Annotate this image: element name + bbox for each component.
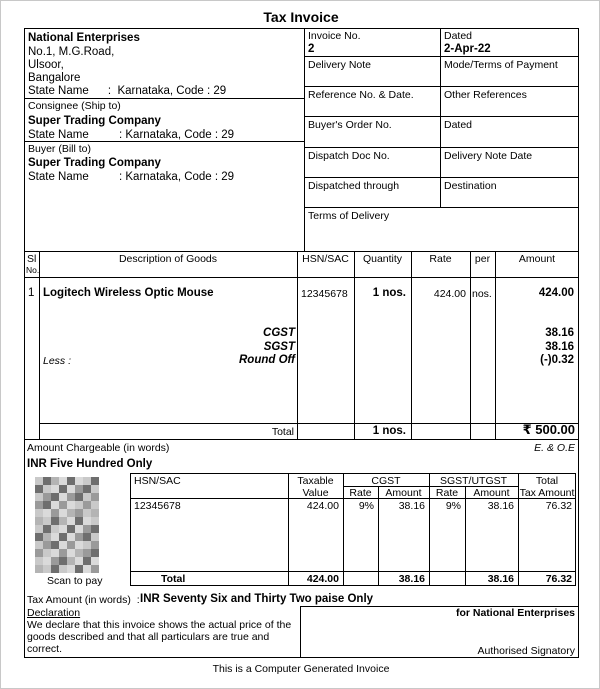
divider xyxy=(304,28,305,251)
divider xyxy=(304,207,579,208)
qr-module xyxy=(51,493,59,501)
qr-module xyxy=(67,549,75,557)
tax-total-label: Total xyxy=(161,573,186,585)
declaration-line: goods described and that all particulars are true and xyxy=(27,631,270,643)
consignee-state-value: : Karnataka, Code : 29 xyxy=(119,129,235,141)
qr-module xyxy=(91,557,99,565)
divider xyxy=(411,251,412,439)
reference-label: Reference No. & Date. xyxy=(308,89,414,101)
qr-module xyxy=(43,493,51,501)
qr-module xyxy=(35,557,43,565)
qr-module xyxy=(91,533,99,541)
round-off-prefix: Less : xyxy=(43,355,72,367)
dispatched-through-label: Dispatched through xyxy=(308,180,400,192)
qr-module xyxy=(83,501,91,509)
item-hsn: 12345678 xyxy=(301,288,348,300)
tax-header-taxable: Taxable xyxy=(297,475,334,487)
authorised-signatory-label: Authorised Signatory xyxy=(477,645,575,657)
qr-module xyxy=(43,477,51,485)
eoe-label: E. & O.E xyxy=(534,442,575,454)
buyer-state-value: : Karnataka, Code : 29 xyxy=(119,171,235,183)
header-no: No. xyxy=(26,265,40,275)
dated-label: Dated xyxy=(444,30,473,42)
qr-module xyxy=(91,565,99,573)
mode-terms-label: Mode/Terms of Payment xyxy=(444,59,558,71)
qr-module xyxy=(35,525,43,533)
qr-module xyxy=(83,477,91,485)
delivery-note-date-label: Delivery Note Date xyxy=(444,150,533,162)
qr-module xyxy=(67,565,75,573)
header-sl: Sl xyxy=(27,253,37,265)
qr-module xyxy=(59,533,67,541)
tax-row-sgst-rate: 9% xyxy=(445,500,461,512)
tax-header-sgst-amount: Amount xyxy=(473,487,510,499)
qr-module xyxy=(51,485,59,493)
qr-module xyxy=(43,525,51,533)
qr-module xyxy=(51,525,59,533)
divider xyxy=(297,251,298,439)
destination-label: Destination xyxy=(444,180,497,192)
qr-module xyxy=(59,557,67,565)
item-quantity: 1 nos. xyxy=(372,287,406,299)
qr-module xyxy=(51,501,59,509)
qr-module xyxy=(91,525,99,533)
qr-module xyxy=(91,517,99,525)
divider xyxy=(354,251,355,439)
dispatch-doc-label: Dispatch Doc No. xyxy=(308,150,390,162)
item-rate: 424.00 xyxy=(433,288,466,300)
header-hsn: HSN/SAC xyxy=(302,253,349,265)
qr-module xyxy=(35,493,43,501)
tax-row-sgst-amount: 38.16 xyxy=(487,500,514,512)
qr-module xyxy=(83,541,91,549)
qr-module xyxy=(83,517,91,525)
qr-module xyxy=(35,477,43,485)
seller-state: State Name : Karnataka, Code : 29 xyxy=(28,85,227,97)
tax-row-total: 76.32 xyxy=(545,500,572,512)
qr-module xyxy=(75,525,83,533)
tax-amount-label: Tax Amount (in words) : xyxy=(27,594,140,606)
qr-module xyxy=(51,517,59,525)
consignee-state-label: State Name xyxy=(28,129,89,141)
order-dated-label: Dated xyxy=(444,119,473,131)
seller-address-line: Ulsoor, xyxy=(28,59,64,71)
qr-module xyxy=(91,549,99,557)
divider xyxy=(440,28,441,208)
qr-module xyxy=(75,541,83,549)
qr-module xyxy=(75,565,83,573)
qr-module xyxy=(59,485,67,493)
tax-header-cgst-rate: Rate xyxy=(349,487,372,499)
qr-module xyxy=(35,509,43,517)
qr-module xyxy=(67,509,75,517)
qr-module xyxy=(43,565,51,573)
qr-module xyxy=(35,501,43,509)
qr-module xyxy=(67,557,75,565)
qr-module xyxy=(59,493,67,501)
divider xyxy=(304,147,579,148)
round-off-label: Round Off xyxy=(239,354,295,366)
divider xyxy=(304,116,579,117)
qr-module xyxy=(91,541,99,549)
qr-module xyxy=(51,565,59,573)
qr-module xyxy=(83,533,91,541)
item-description: Logitech Wireless Optic Mouse xyxy=(43,287,214,299)
qr-module xyxy=(91,493,99,501)
qr-module xyxy=(35,485,43,493)
qr-module xyxy=(43,557,51,565)
divider xyxy=(304,177,579,178)
tax-header-total: Total xyxy=(535,475,559,487)
qr-module xyxy=(35,565,43,573)
buyer-state-label: State Name xyxy=(28,171,89,183)
terms-of-delivery-label: Terms of Delivery xyxy=(308,210,390,222)
buyer-heading: Buyer (Bill to) xyxy=(28,143,92,155)
qr-module xyxy=(59,565,67,573)
qr-module xyxy=(35,549,43,557)
item-per: nos. xyxy=(472,288,492,300)
qr-code xyxy=(35,477,99,573)
tax-total-taxable: 424.00 xyxy=(306,573,339,585)
divider xyxy=(24,439,579,440)
qr-module xyxy=(43,533,51,541)
declaration-line: correct. xyxy=(27,643,63,655)
tax-total-cgst: 38.16 xyxy=(398,573,425,585)
tax-row-hsn: 12345678 xyxy=(134,500,181,512)
qr-module xyxy=(67,477,75,485)
total-label: Total xyxy=(271,426,294,438)
qr-module xyxy=(43,541,51,549)
qr-module xyxy=(43,501,51,509)
qr-module xyxy=(59,501,67,509)
invoice-no-value: 2 xyxy=(308,43,315,55)
buyers-order-label: Buyer's Order No. xyxy=(308,119,392,131)
qr-module xyxy=(75,493,83,501)
qr-module xyxy=(51,509,59,517)
consignee-name: Super Trading Company xyxy=(28,115,161,127)
qr-module xyxy=(59,517,67,525)
tax-sgst-amount: 38.16 xyxy=(545,341,574,353)
header-amount: Amount xyxy=(518,253,556,265)
amount-chargeable-label: Amount Chargeable (in words) xyxy=(27,442,170,454)
tax-header-tax-amount: Tax Amount xyxy=(519,487,575,499)
tax-total-amount: 76.32 xyxy=(545,573,572,585)
divider xyxy=(304,86,579,87)
qr-module xyxy=(75,509,83,517)
qr-module xyxy=(91,485,99,493)
tax-header-sgst: SGST/UTGST xyxy=(439,475,508,487)
qr-module xyxy=(59,541,67,549)
qr-module xyxy=(67,541,75,549)
qr-module xyxy=(83,525,91,533)
buyer-name: Super Trading Company xyxy=(28,157,161,169)
divider xyxy=(470,251,471,439)
declaration-heading: Declaration xyxy=(27,607,81,619)
header-per: per xyxy=(474,253,491,265)
qr-module xyxy=(75,557,83,565)
qr-module xyxy=(83,493,91,501)
qr-module xyxy=(35,517,43,525)
qr-module xyxy=(91,501,99,509)
qr-module xyxy=(51,549,59,557)
scan-to-pay-label: Scan to pay xyxy=(47,575,103,587)
qr-module xyxy=(35,533,43,541)
qr-module xyxy=(67,525,75,533)
seller-address-line: No.1, M.G.Road, xyxy=(28,46,115,58)
total-quantity: 1 nos. xyxy=(372,425,406,437)
divider xyxy=(39,251,40,439)
qr-module xyxy=(59,525,67,533)
divider xyxy=(304,56,579,57)
qr-module xyxy=(75,501,83,509)
tax-sgst-label: SGST xyxy=(263,341,295,353)
divider xyxy=(130,571,576,572)
tax-cgst-amount: 38.16 xyxy=(545,327,574,339)
invoice-no-label: Invoice No. xyxy=(308,30,361,42)
dated-value: 2-Apr-22 xyxy=(444,43,491,55)
qr-module xyxy=(35,541,43,549)
delivery-note-label: Delivery Note xyxy=(308,59,372,71)
tax-row-taxable: 424.00 xyxy=(306,500,339,512)
qr-module xyxy=(83,565,91,573)
tax-cgst-label: CGST xyxy=(263,327,295,339)
tax-header-sgst-rate: Rate xyxy=(435,487,459,499)
qr-module xyxy=(75,517,83,525)
qr-module xyxy=(83,549,91,557)
round-off-amount: (-)0.32 xyxy=(540,354,574,366)
qr-module xyxy=(67,533,75,541)
other-references-label: Other References xyxy=(444,89,527,101)
qr-module xyxy=(83,557,91,565)
qr-module xyxy=(59,477,67,485)
tax-row-cgst-amount: 38.16 xyxy=(398,500,425,512)
qr-module xyxy=(67,485,75,493)
footer-note: This is a Computer Generated Invoice xyxy=(212,663,390,675)
invoice-title: Tax Invoice xyxy=(263,9,339,25)
qr-module xyxy=(51,557,59,565)
item-sl: 1 xyxy=(28,287,35,299)
qr-module xyxy=(75,477,83,485)
amount-in-words: INR Five Hundred Only xyxy=(27,458,153,470)
qr-module xyxy=(51,541,59,549)
header-description: Description of Goods xyxy=(118,253,218,265)
qr-module xyxy=(75,485,83,493)
header-rate: Rate xyxy=(429,253,452,265)
qr-module xyxy=(67,493,75,501)
qr-module xyxy=(75,533,83,541)
tax-header-cgst: CGST xyxy=(371,475,401,487)
declaration-line: We declare that this invoice shows the actual price of the xyxy=(27,619,292,631)
tax-header-hsn: HSN/SAC xyxy=(134,475,181,487)
qr-module xyxy=(75,549,83,557)
qr-module xyxy=(67,501,75,509)
qr-module xyxy=(91,509,99,517)
qr-module xyxy=(91,477,99,485)
qr-module xyxy=(67,517,75,525)
seller-name: National Enterprises xyxy=(28,32,140,44)
tax-amount-words: INR Seventy Six and Thirty Two paise Only xyxy=(140,593,374,605)
tax-header-value: Value xyxy=(302,487,329,499)
tax-row-cgst-rate: 9% xyxy=(358,500,374,512)
qr-module xyxy=(59,549,67,557)
item-amount: 424.00 xyxy=(538,287,574,299)
tax-total-sgst: 38.16 xyxy=(487,573,514,585)
tax-header-cgst-amount: Amount xyxy=(385,487,422,499)
qr-module xyxy=(43,509,51,517)
qr-module xyxy=(43,549,51,557)
qr-module xyxy=(51,477,59,485)
qr-module xyxy=(51,533,59,541)
for-company-label: for National Enterprises xyxy=(455,607,575,619)
qr-module xyxy=(43,485,51,493)
qr-module xyxy=(83,509,91,517)
total-amount: ₹ 500.00 xyxy=(522,422,575,437)
qr-module xyxy=(59,509,67,517)
qr-module xyxy=(83,485,91,493)
seller-address-line: Bangalore xyxy=(28,72,81,84)
qr-module xyxy=(43,517,51,525)
header-quantity: Quantity xyxy=(362,253,403,265)
consignee-heading: Consignee (Ship to) xyxy=(28,100,121,112)
